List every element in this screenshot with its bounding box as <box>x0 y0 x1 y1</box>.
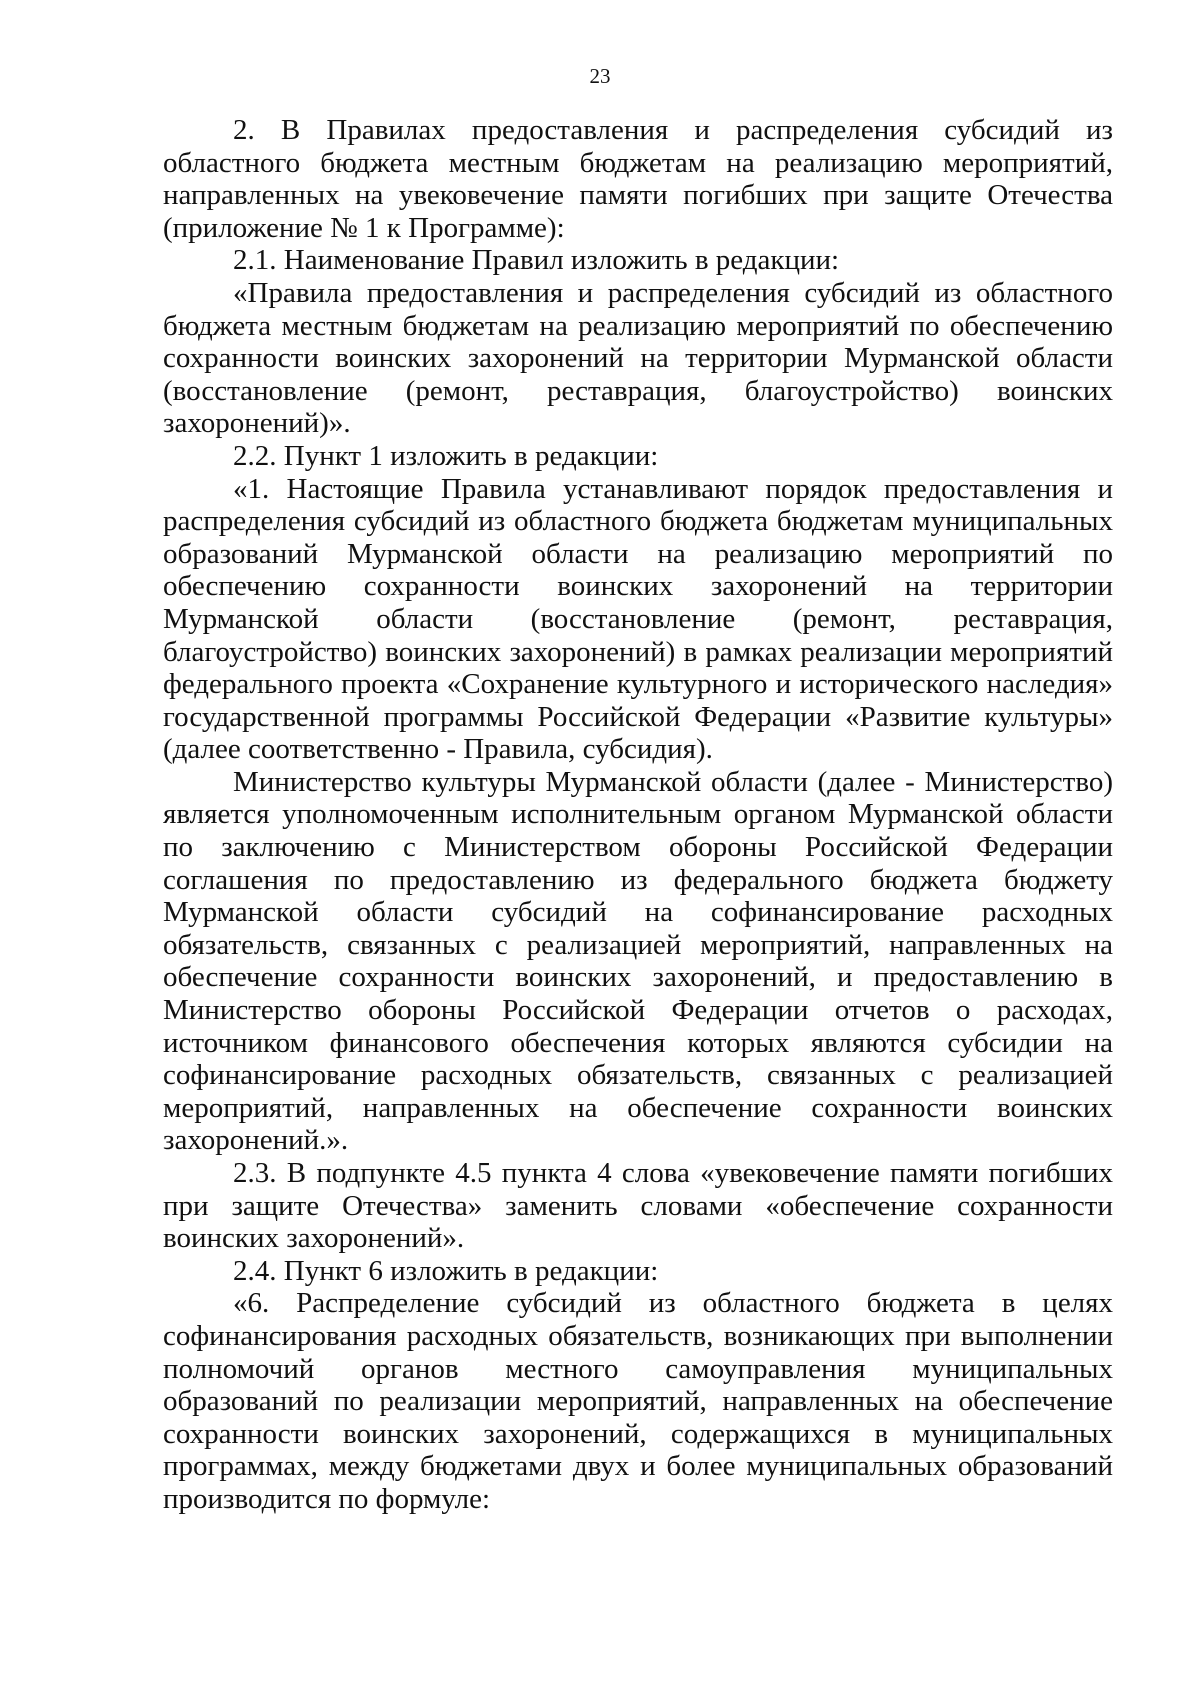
paragraph: «1. Настоящие Правила устанавливают порядок предоставления и распределения субсидий из областного бюджета бюджетам муниципальных образований Мурманской области на реализацию мероприятий по обеспечению сохранности воинских захоронений на территории Мурманской области (восстановление (ремонт, реставрация, благоустройство) воинских захоронений) в рамках реализации мероприятий федерального проекта «Сохранение культурного и исторического наследия» государственной программы Российской Федерации «Развитие культуры» (далее соответственно - Правила, субсидия). <box>163 472 1113 766</box>
paragraph: 2.3. В подпункте 4.5 пункта 4 слова «увековечение памяти погибших при защите Отечества» заменить словами «обеспечение сохранности воинских захоронений». <box>163 1157 1113 1255</box>
paragraph: 2.2. Пункт 1 изложить в редакции: <box>233 439 659 472</box>
page-number: 23 <box>589 64 611 88</box>
paragraph: 2. В Правилах предоставления и распределения субсидий из областного бюджета местным бюджетам на реализацию мероприятий, направленных на увековечение памяти погибших при защите Отечества (приложение № 1 к Программе): <box>163 114 1113 244</box>
paragraph: 2.4. Пункт 6 изложить в редакции: <box>233 1254 659 1287</box>
paragraph: Министерство культуры Мурманской области (далее - Министерство) является уполномоченным исполнительным органом Мурманской области по заключению с Министерством обороны Российской Федерации соглашения по предоставлению из федерального бюджета бюджету Мурманской области субсидий на софинансирование расходных обязательств, связанных с реализацией мероприятий, направленных на обеспечение сохранности воинских захоронений, и предоставлению в Министерство обороны Российской Федерации отчетов о расходах, источником финансового обеспечения которых являются субсидии на софинансирование расходных обязательств, связанных с реализацией мероприятий, направленных на обеспечение сохранности воинских захоронений.». <box>163 765 1113 1157</box>
document-body <box>163 114 1113 1516</box>
paragraph: 2.1. Наименование Правил изложить в редакции: <box>233 244 840 277</box>
paragraph: «Правила предоставления и распределения субсидий из областного бюджета местным бюджетам на реализацию мероприятий по обеспечению сохранности воинских захоронений на территории Мурманской области (восстановление (ремонт, реставрация, благоустройство) воинских захоронений)». <box>163 276 1113 440</box>
paragraph: «6. Распределение субсидий из областного бюджета в целях софинансирования расходных обязательств, возникающих при выполнении полномочий органов местного самоуправления муниципальных образований по реализации мероприятий, направленных на обеспечение сохранности воинских захоронений, содержащихся в муниципальных программах, между бюджетами двух и более муниципальных образований производится по формуле: <box>163 1287 1113 1515</box>
